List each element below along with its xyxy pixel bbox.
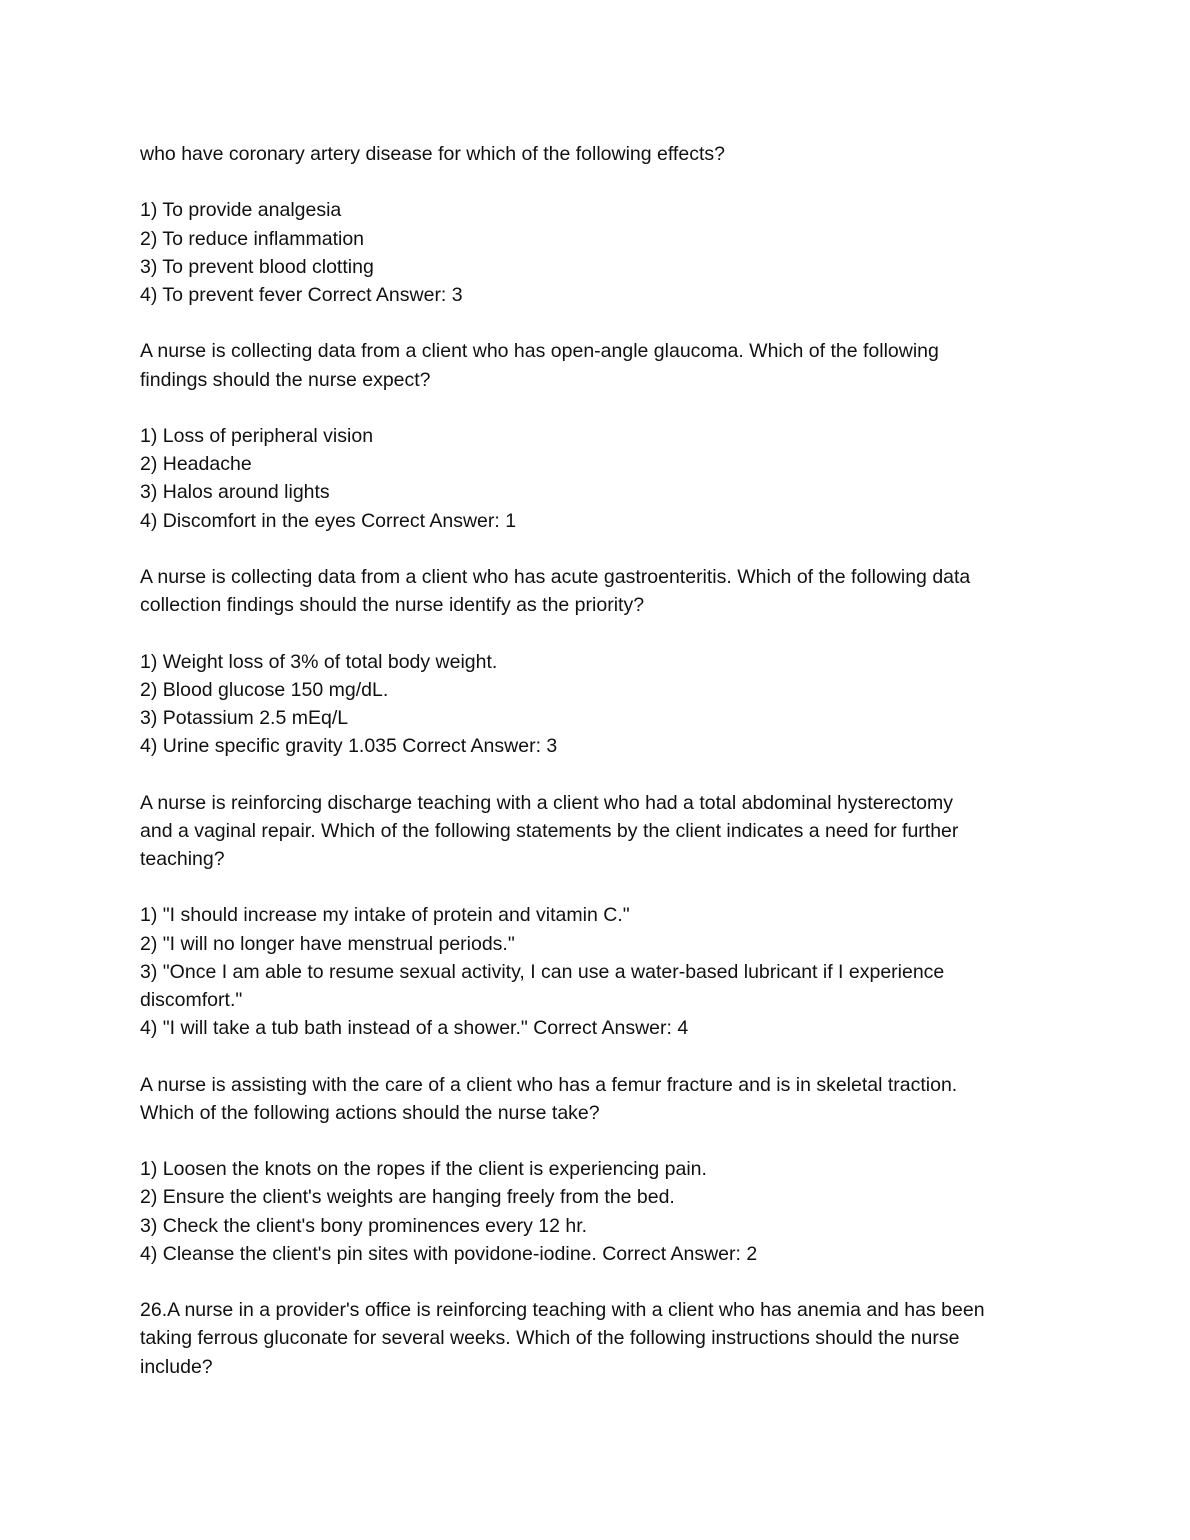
- question-stem-line: 26.A nurse in a provider's office is reinforcing teaching with a client who has anemia and has been: [140, 1299, 985, 1322]
- intro-block: [140, 140, 1020, 309]
- question-block-26-anemia: [140, 1296, 1020, 1381]
- document-page: [140, 140, 1020, 1381]
- question-stem-line: Which of the following actions should the nurse take?: [140, 1101, 600, 1124]
- answer-option: 1) Loss of peripheral vision: [140, 424, 374, 447]
- question-stem-line: taking ferrous gluconate for several weeks. Which of the following instructions should the nurse: [140, 1327, 960, 1350]
- answer-option: 2) Ensure the client's weights are hanging freely from the bed.: [140, 1186, 675, 1209]
- answer-option: discomfort.": [140, 988, 243, 1011]
- answer-option: 3) Check the client's bony prominences every 12 hr.: [140, 1214, 588, 1237]
- answer-option: 3) Potassium 2.5 mEq/L: [140, 706, 349, 729]
- question-stem-line: teaching?: [140, 847, 225, 870]
- answer-option: 2) Headache: [140, 453, 252, 476]
- answer-option: 2) "I will no longer have menstrual periods.": [140, 932, 515, 955]
- question-stem-line: A nurse is reinforcing discharge teaching with a client who had a total abdominal hysterectomy: [140, 791, 953, 814]
- question-block-gastroenteritis: [140, 563, 1020, 760]
- answer-option: 1) "I should increase my intake of protein and vitamin C.": [140, 904, 630, 927]
- question-block-glaucoma: [140, 337, 1020, 534]
- answer-option: 4) Urine specific gravity 1.035 Correct Answer: 3: [140, 735, 558, 758]
- question-stem-line: A nurse is collecting data from a client who has open-angle glaucoma. Which of the following: [140, 340, 939, 363]
- question-stem-line: findings should the nurse expect?: [140, 368, 431, 391]
- answer-option: 4) Cleanse the client's pin sites with povidone-iodine. Correct Answer: 2: [140, 1242, 758, 1265]
- answer-option: 3) To prevent blood clotting: [140, 255, 374, 278]
- answer-option: 4) Discomfort in the eyes Correct Answer: 1: [140, 509, 517, 532]
- answer-option: 3) "Once I am able to resume sexual activity, I can use a water-based lubricant if I experience: [140, 960, 945, 983]
- answer-option: 4) "I will take a tub bath instead of a shower." Correct Answer: 4: [140, 1017, 689, 1040]
- question-stem-line: and a vaginal repair. Which of the following statements by the client indicates a need for further: [140, 819, 959, 842]
- question-block-hysterectomy: [140, 789, 1020, 1043]
- answer-option: 4) To prevent fever Correct Answer: 3: [140, 284, 463, 306]
- answer-option: 1) Weight loss of 3% of total body weight.: [140, 650, 498, 673]
- answer-option: 3) Halos around lights: [140, 481, 330, 504]
- answer-option: 1) Loosen the knots on the ropes if the client is experiencing pain.: [140, 1158, 707, 1181]
- answer-option: 2) Blood glucose 150 mg/dL.: [140, 678, 389, 701]
- question-stem-line: A nurse is collecting data from a client who has acute gastroenteritis. Which of the following data: [140, 565, 971, 588]
- question-stem-line: who have coronary artery disease for which of the following effects?: [140, 143, 725, 165]
- question-block-traction: [140, 1071, 1020, 1268]
- question-stem-line: include?: [140, 1355, 213, 1378]
- question-stem-line: collection findings should the nurse identify as the priority?: [140, 594, 645, 617]
- answer-option: 2) To reduce inflammation: [140, 227, 365, 250]
- answer-option: 1) To provide analgesia: [140, 199, 342, 222]
- question-stem-line: A nurse is assisting with the care of a client who has a femur fracture and is in skeletal traction.: [140, 1073, 958, 1096]
